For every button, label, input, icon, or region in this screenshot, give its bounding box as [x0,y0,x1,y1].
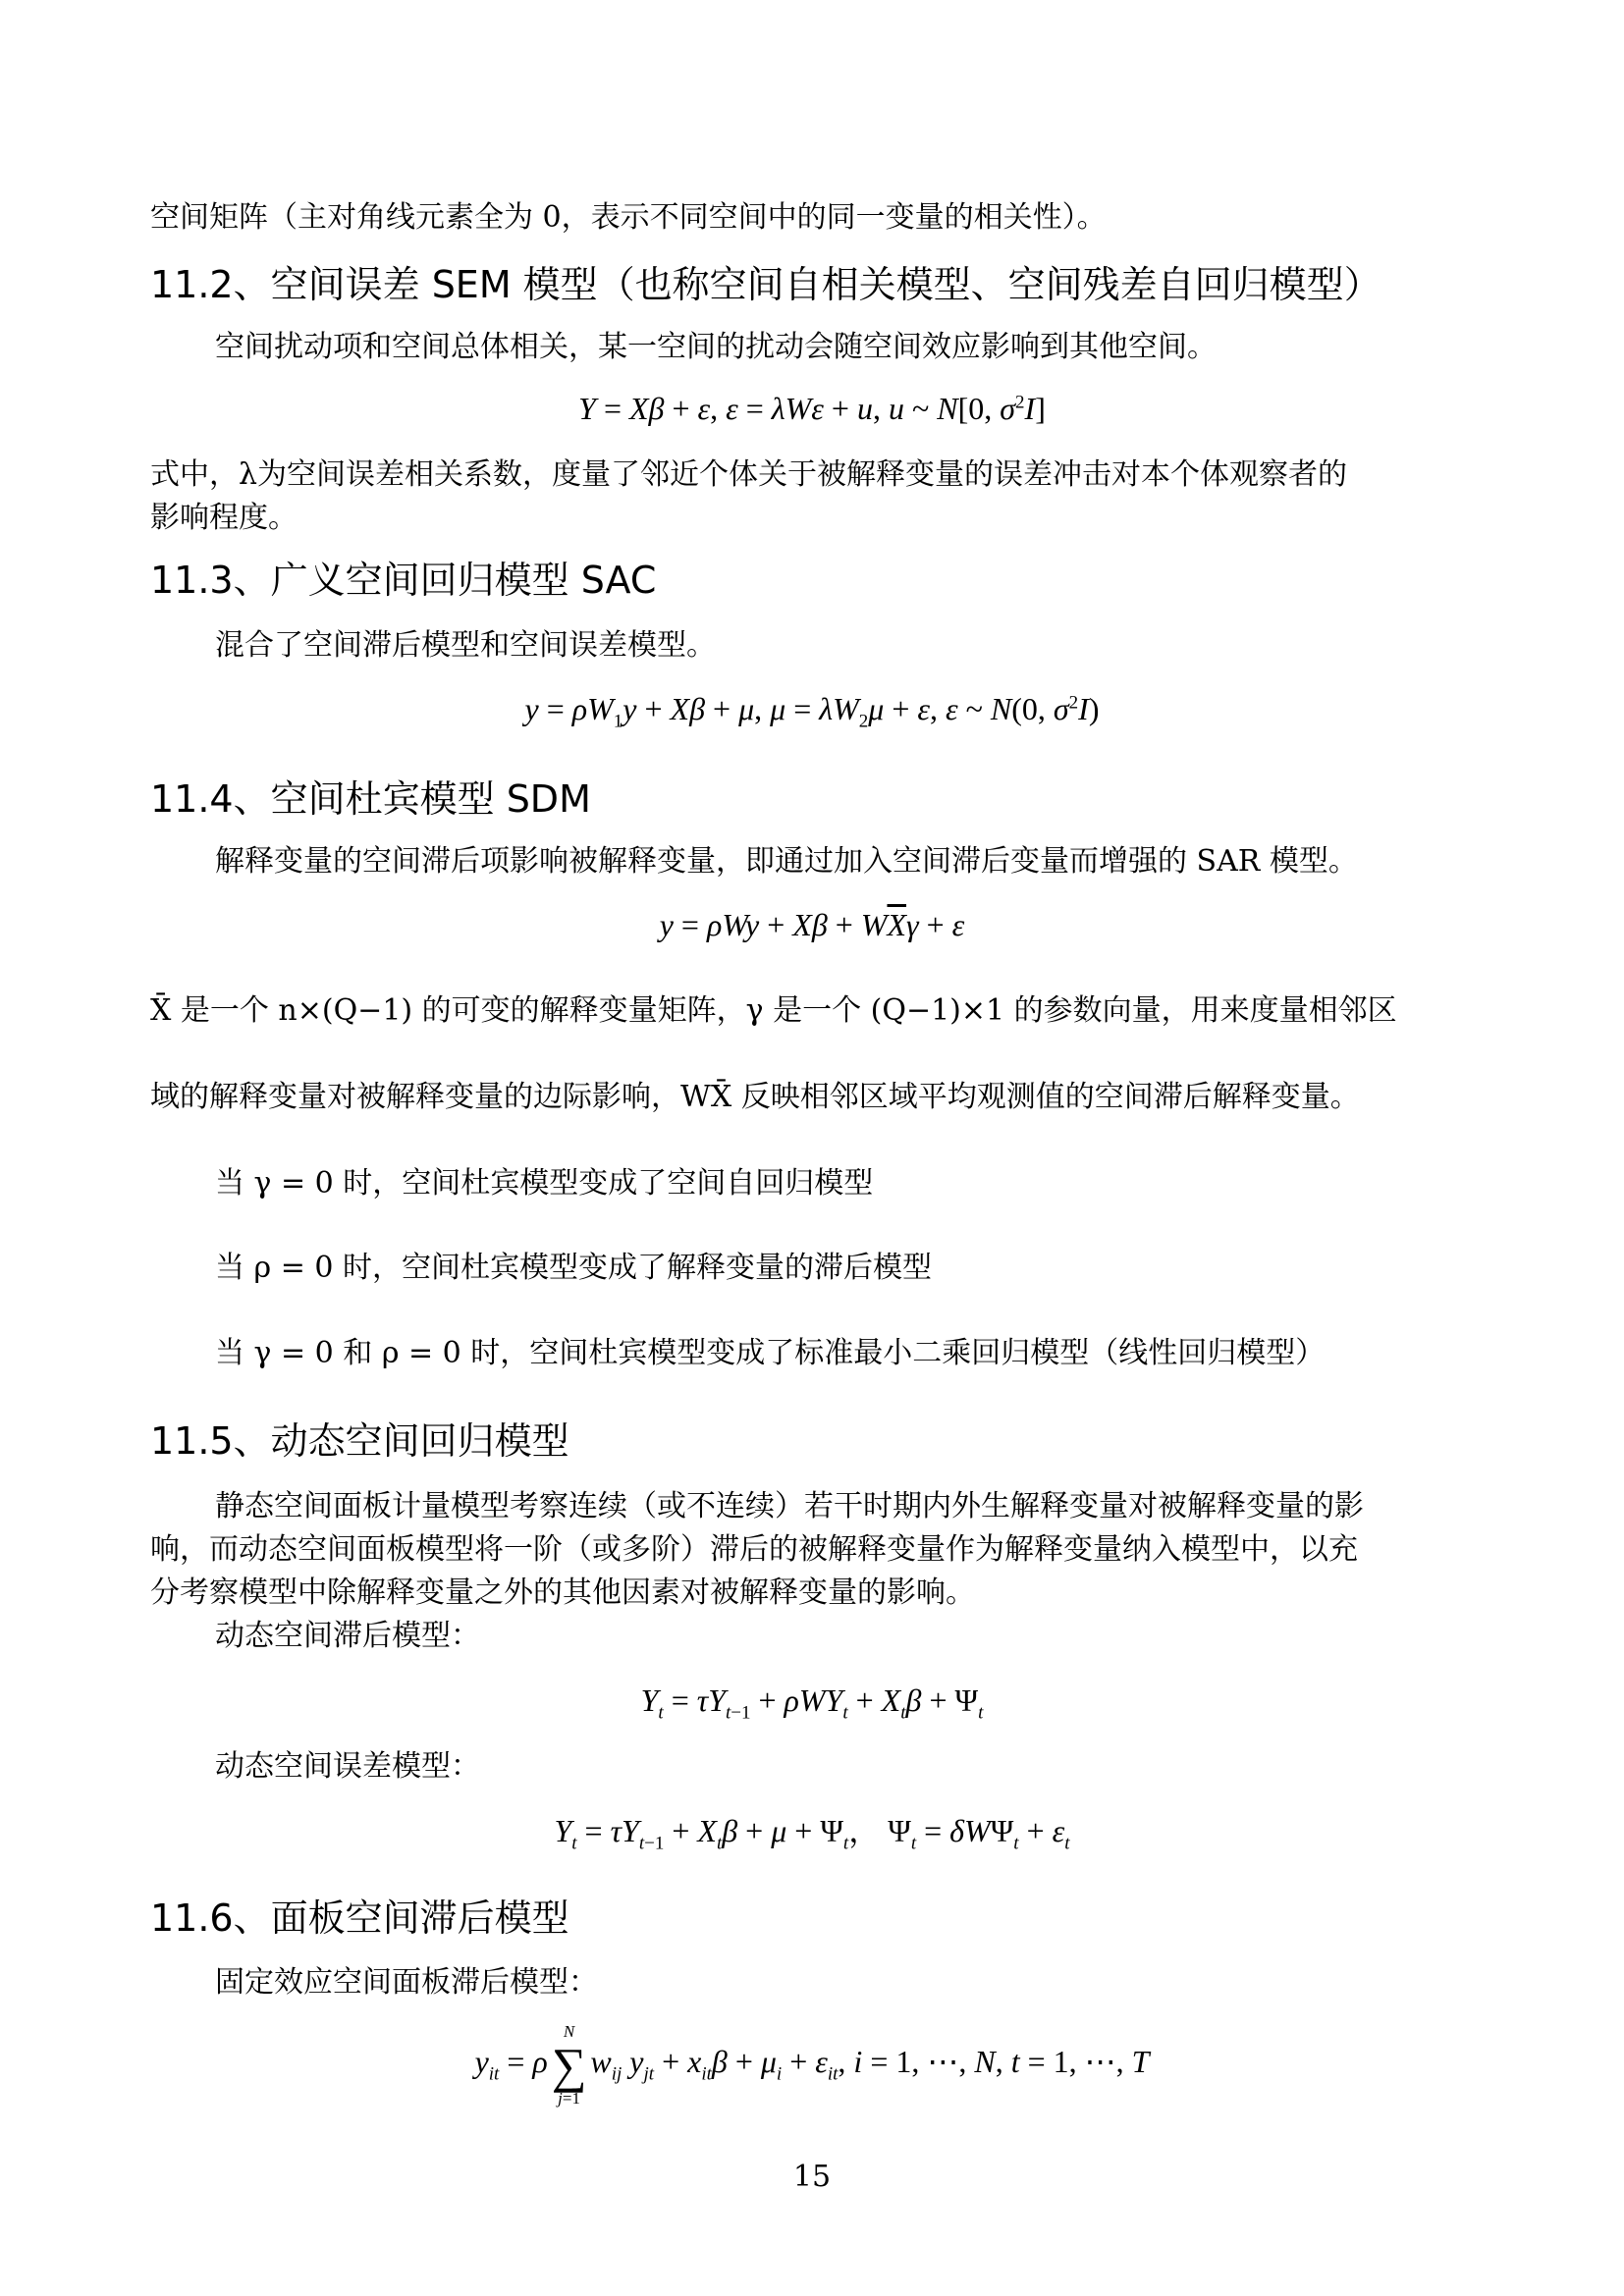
intro-line: 空间矩阵（主对角线元素全为 0，表示不同空间中的同一变量的相关性）。 [150,200,1107,235]
heading-11-2: 11.2、空间误差 SEM 模型（也称空间自相关模型、空间残差自回归模型） [150,263,1381,306]
dyn-lag-label: 动态空间滞后模型： [215,1619,480,1653]
sdm-x-line-1: X̄ 是一个 n×(Q−1) 的可变的解释变量矩阵，γ 是一个 (Q−1)×1 的参数向量，用来度量相邻区 [150,993,1397,1028]
heading-11-5: 11.5、动态空间回归模型 [150,1419,569,1463]
sem-note-line-1: 式中，λ为空间误差相关系数，度量了邻近个体关于被解释变量的误差冲击对本个体观察者的 [150,457,1348,492]
equation-sem [0,387,1624,430]
heading-11-4: 11.4、空间杜宾模型 SDM [150,777,591,821]
case-both-zero: 当 γ = 0 和 ρ = 0 时，空间杜宾模型变成了标准最小二乘回归模型（线性回归模型） [215,1336,1326,1370]
equation-sac: $y = \rho W_1y + X\beta + \mu$, $\mu = \lambda W_2\mu + \varepsilon$, ε ~ N(0, $\sigma^2I$) [524,691,1100,732]
equation-dyn-err: $Y_t = \tau Y_{t-1} + X_t\beta + \mu + \Psi_t$， $\Psi_t = \delta W\Psi_t + \varepsilon_t$ [554,1813,1070,1854]
equation-dyn-lag: $Y_t = \tau Y_{t-1} + \rho WY_t + X_t\beta + \Psi_t$ [640,1682,984,1724]
sdm-x-line-2: 域的解释变量对被解释变量的边际影响，WX̄ 反映相邻区域平均观测值的空间滞后解释变量。 [150,1080,1360,1114]
equation-sdm: $y = \rho Wy + X\beta + W\overline{X}\gamma + \varepsilon$ [659,907,965,942]
dyn-line-1: 静态空间面板计量模型考察连续（或不连续）若干时期内外生解释变量对被解释变量的影 [215,1489,1364,1523]
heading-11-6: 11.6、面板空间滞后模型 [150,1896,569,1940]
sdm-description: 解释变量的空间滞后项影响被解释变量，即通过加入空间滞后变量而增强的 SAR 模型。 [215,844,1358,879]
sac-description: 混合了空间滞后模型和空间误差模型。 [215,628,716,663]
case-rho-zero: 当 ρ = 0 时，空间杜宾模型变成了解释变量的滞后模型 [215,1251,933,1285]
equation-sem-visual: Y = Xβ + ε, ε = λWε + u, u ~ N[0, $\sigma^2I$] [578,391,1046,426]
heading-11-3: 11.3、广义空间回归模型 SAC [150,559,657,602]
sem-description: 空间扰动项和空间总体相关，某一空间的扰动会随空间效应影响到其他空间。 [215,330,1217,364]
summation-sign: ∑ N j=1 [551,2021,587,2108]
page-number: 15 [792,2160,832,2194]
equation-panel: $y_{it} = \rho\sum$ N j=1 $w_{ij}$ $y_{jt} + x_{it}\beta + \mu_i + \varepsilon_{it}$, i = 1, ⋯, N, t = 1, ⋯, T [474,2021,1150,2108]
panel-description: 固定效应空间面板滞后模型： [215,1965,598,2000]
case-gamma-zero: 当 γ = 0 时，空间杜宾模型变成了空间自回归模型 [215,1166,874,1201]
dyn-line-3: 分考察模型中除解释变量之外的其他因素对被解释变量的影响。 [150,1575,975,1610]
dyn-err-label: 动态空间误差模型： [215,1749,480,1784]
dyn-line-2: 响，而动态空间面板模型将一阶（或多阶）滞后的被解释变量作为解释变量纳入模型中，以充 [150,1532,1358,1567]
sem-note-line-2: 影响程度。 [150,501,298,535]
